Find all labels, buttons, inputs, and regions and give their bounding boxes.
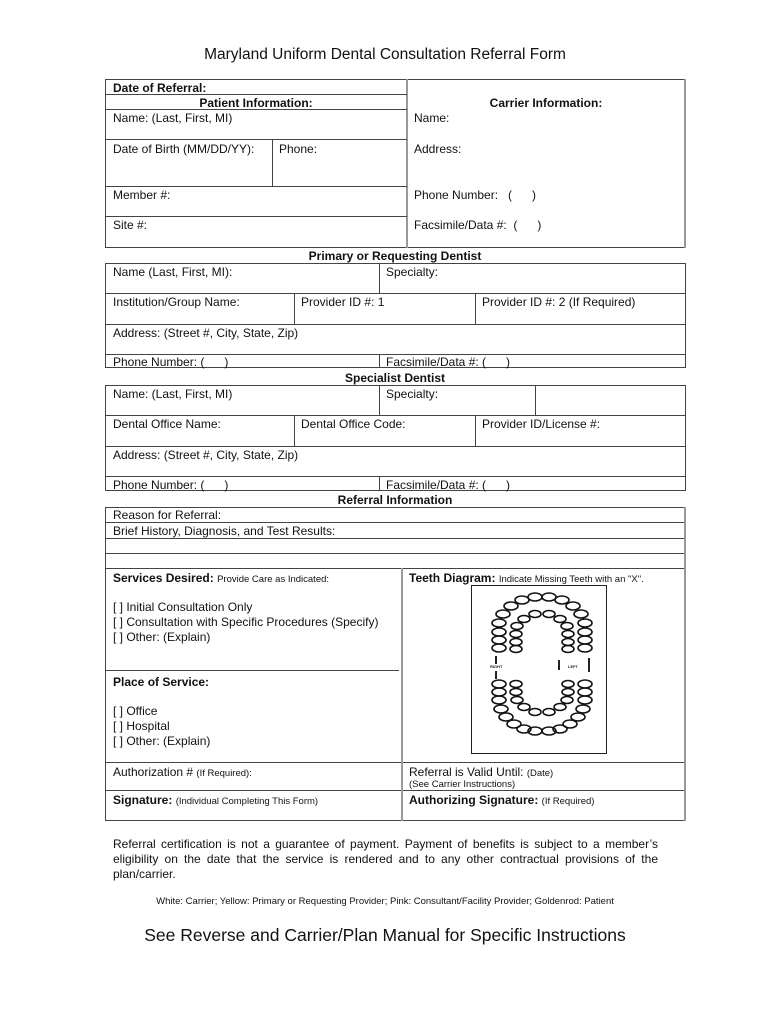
valid-until-subnote: (See Carrier Instructions) (409, 779, 516, 790)
provider-license-field[interactable]: Provider ID/License #: (482, 417, 601, 431)
provider-id-1-field[interactable]: Provider ID #: 1 (301, 295, 385, 309)
divider (105, 293, 686, 294)
member-number-field[interactable]: Member #: (113, 188, 171, 202)
divider (105, 762, 686, 763)
divider (105, 670, 399, 671)
divider (294, 293, 295, 324)
service-option-other[interactable]: [ ] Other: (Explain) (113, 630, 211, 644)
divider (401, 568, 403, 821)
divider (379, 263, 380, 293)
divider (105, 324, 686, 325)
referral-info-header: Referral Information (337, 493, 453, 507)
divider (105, 186, 407, 187)
teeth-diagram-heading (409, 571, 644, 585)
divider (684, 507, 686, 821)
primary-specialty-field[interactable]: Specialty: (386, 265, 439, 279)
divider (105, 790, 686, 791)
divider (105, 522, 686, 523)
service-option-specific[interactable]: [ ] Consultation with Specific Procedures (Specify) (113, 615, 379, 629)
dental-office-name-field[interactable]: Dental Office Name: (113, 417, 221, 431)
place-option-office[interactable]: [ ] Office (113, 704, 158, 718)
divider (379, 385, 380, 415)
patient-info-header: Patient Information: (199, 96, 313, 110)
authorizing-signature-field[interactable] (409, 793, 594, 807)
date-of-referral-field[interactable]: Date of Referral: (113, 81, 207, 95)
place-of-service-label: Place of Service: (113, 675, 210, 689)
divider (535, 385, 536, 415)
patient-phone-field[interactable]: Phone: (279, 142, 318, 156)
divider (105, 476, 686, 477)
teeth-diagram[interactable] (471, 585, 607, 754)
tooth-chart-icon (472, 586, 606, 753)
divider (105, 216, 407, 217)
specialist-name-field[interactable]: Name: (Last, First, MI) (113, 387, 233, 401)
carrier-fax-field[interactable]: Facsimile/Data #: ( ) (414, 218, 542, 232)
carrier-address-field[interactable]: Address: (414, 142, 462, 156)
service-option-initial[interactable]: [ ] Initial Consultation Only (113, 600, 253, 614)
history-line-2[interactable] (106, 554, 684, 567)
divider (294, 415, 295, 446)
place-option-hospital[interactable]: [ ] Hospital (113, 719, 170, 733)
divider (379, 354, 380, 368)
services-desired-label: Services Desired: (113, 571, 214, 585)
dob-field[interactable]: Date of Birth (MM/DD/YY): (113, 142, 255, 156)
authorization-note: (If Required): (196, 768, 252, 779)
authorizing-signature-label: Authorizing Signature: (409, 793, 539, 807)
authorization-label: Authorization # (113, 765, 194, 779)
carrier-name-field[interactable]: Name: (414, 111, 450, 125)
copy-distribution-note: White: Carrier; Yellow: Primary or Requesting Provider; Pink: Consultant/Facility Provider; Goldenrod: Patient (156, 896, 614, 907)
history-field[interactable]: Brief History, Diagnosis, and Test Results: (113, 524, 336, 538)
specialist-phone-field[interactable]: Phone Number: ( ) (113, 478, 229, 492)
primary-address-field[interactable]: Address: (Street #, City, State, Zip) (113, 326, 299, 340)
payment-disclaimer: Referral certification is not a guarantee of payment. Payment of benefits is subject to a member’s eligibility on the date that the service is rendered and to any other contractual provisions of the plan/carrier. (113, 837, 658, 881)
valid-until-note: (Date) (526, 768, 554, 779)
divider (105, 568, 686, 569)
signature-note: (Individual Completing This Form) (175, 796, 319, 807)
primary-name-field[interactable]: Name (Last, First, MI): (113, 265, 233, 279)
divider (475, 415, 476, 446)
signature-field[interactable] (113, 793, 318, 807)
site-number-field[interactable]: Site #: (113, 218, 148, 232)
svg-text:RIGHT: RIGHT (490, 664, 503, 669)
specialist-dentist-header: Specialist Dentist (344, 371, 446, 385)
divider (475, 293, 476, 324)
carrier-phone-field[interactable]: Phone Number: ( ) (414, 188, 537, 202)
valid-until-field[interactable] (409, 765, 553, 779)
patient-name-field[interactable]: Name: (Last, First, MI) (113, 111, 233, 125)
carrier-info-header: Carrier Information: (489, 96, 603, 110)
primary-phone-field[interactable]: Phone Number: ( ) (113, 355, 229, 369)
authorization-field[interactable] (113, 765, 252, 779)
signature-label: Signature: (113, 793, 173, 807)
divider (379, 476, 380, 491)
reason-for-referral-field[interactable]: Reason for Referral: (113, 508, 222, 522)
provider-id-2-field[interactable]: Provider ID #: 2 (If Required) (482, 295, 636, 309)
instructions-footer: See Reverse and Carrier/Plan Manual for Specific Instructions (144, 925, 626, 945)
dental-office-code-field[interactable]: Dental Office Code: (301, 417, 406, 431)
teeth-diagram-note: Indicate Missing Teeth with an "X". (498, 574, 644, 585)
place-option-other[interactable]: [ ] Other: (Explain) (113, 734, 211, 748)
primary-fax-field[interactable]: Facsimile/Data #: ( ) (386, 355, 511, 369)
divider (272, 139, 273, 186)
teeth-diagram-label: Teeth Diagram: (409, 571, 496, 585)
form-title: Maryland Uniform Dental Consultation Referral Form (204, 46, 566, 63)
svg-text:LEFT: LEFT (568, 664, 578, 669)
divider (105, 139, 407, 140)
primary-dentist-header: Primary or Requesting Dentist (308, 249, 482, 263)
specialist-fax-field[interactable]: Facsimile/Data #: ( ) (386, 478, 511, 492)
divider (105, 446, 686, 447)
specialist-address-field[interactable]: Address: (Street #, City, State, Zip) (113, 448, 299, 462)
valid-until-label: Referral is Valid Until: (409, 765, 524, 779)
history-line-1[interactable] (106, 539, 684, 552)
services-desired-heading (113, 571, 329, 585)
authorizing-signature-note: (If Required) (541, 796, 595, 807)
institution-field[interactable]: Institution/Group Name: (113, 295, 240, 309)
services-desired-note: Provide Care as Indicated: (217, 574, 330, 585)
specialist-specialty-field[interactable]: Specialty: (386, 387, 439, 401)
divider (105, 415, 686, 416)
